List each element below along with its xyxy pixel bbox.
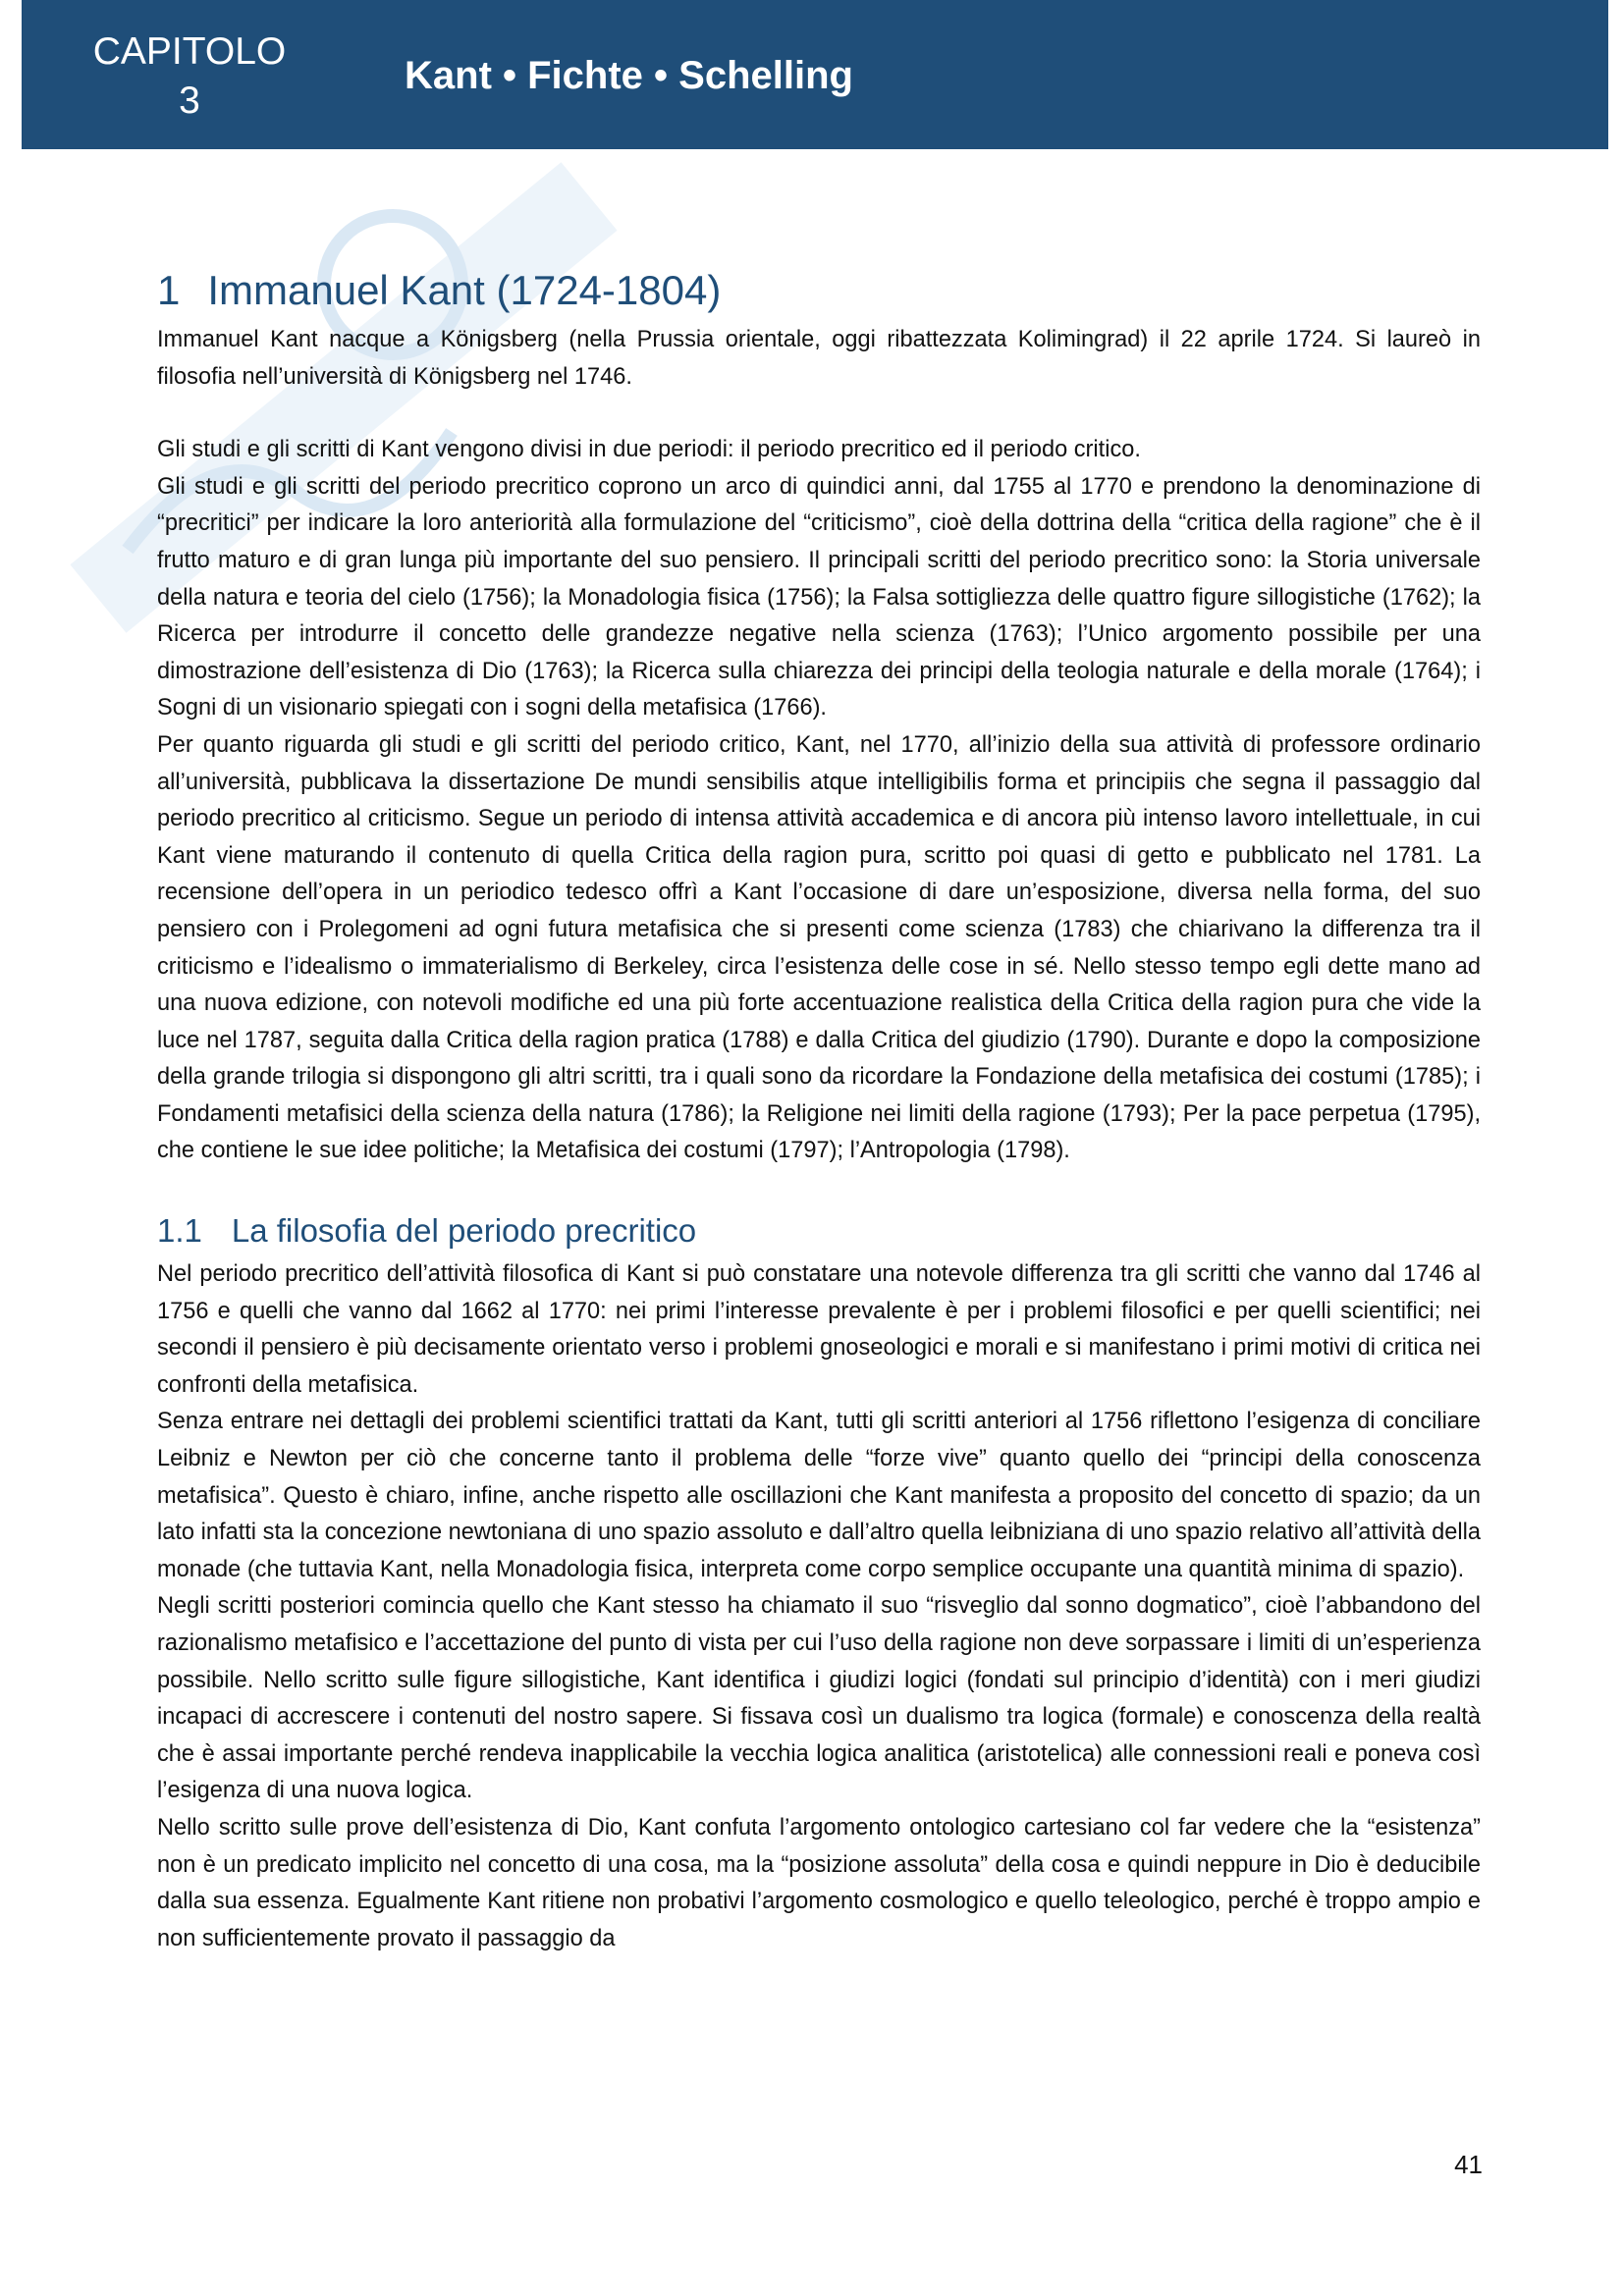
paragraph: Gli studi e gli scritti di Kant vengono divisi in due periodi: il periodo precritico ed il periodo critico. <box>157 437 1141 463</box>
chapter-label <box>22 27 357 126</box>
section-title: Immanuel Kant (1724-1804) <box>207 267 722 313</box>
paragraph: Per quanto riguarda gli studi e gli scritti del periodo critico, Kant, nel 1770, all’inizio della sua attività di professore ordinario all’università, pubblicava la dissertazione De mundi sensibilis atque intelligibilis forma et principiis che segna il passaggio dal periodo precritico al criticismo. Segue un periodo di intensa attività accademica e di ancora più intenso lavoro intellettuale, in cui Kant viene maturando il contenuto di quella Critica della ragion pura, scritto poi quasi di getto e pubblicato nel 1781. La recensione dell’opera in un periodico tedesco offrì a Kant l’occasione di dare un’esposizione, diversa nella forma, del suo pensiero con i Prolegomeni ad ogni futura metafisica che si presenti come scienza (1783) che chiarivano la differenza tra il criticismo e l’idealismo o immaterialismo di Berkeley, circa l’esistenza delle cose in sé. Nello stesso tempo egli dette mano ad una nuova edizione, con notevoli modifiche ed una più forte accentuazione realistica della Critica della ragion pura che vide la luce nel 1787, seguita dalla Critica della ragion pratica (1788) e dalla Critica del giudizio (1790). Durante e dopo la composizione della grande trilogia si dispongono gli altri scritti, tra i quali sono da ricordare la Fondazione della metafisica dei costumi (1785); i Fondamenti metafisici della scienza della natura (1786); la Religione nei limiti della ragione (1793); Per la pace perpetua (1795), che contiene le sue idee politiche; la Metafisica dei costumi (1797); l’Antropologia (1798). <box>157 731 1481 1164</box>
paragraph: Gli studi e gli scritti del periodo precritico coprono un arco di quindici anni, dal 1755 al 1770 e prendono la denominazione di “precritici” per indicare la loro anteriorità alla formulazione del “criticismo”, cioè della dottrina della “critica della ragione” che è il frutto maturo e di gran lunga più importante del suo pensiero. Il principali scritti del periodo precritico sono: la Storia universale della natura e teoria del cielo (1756); la Monadologia fisica (1756); la Falsa sottigliezza delle quattro figure sillogistiche (1762); la Ricerca per introdurre il concetto delle grandezze negative nella scienza (1763); l’Unico argomento possibile per una dimostrazione dell’esistenza di Dio (1763); la Ricerca sulla chiarezza dei principi della teologia naturale e della morale (1764); i Sogni di un visionario spiegati con i sogni della metafisica (1766). <box>157 473 1481 721</box>
subsection-number: 1.1 <box>157 1212 202 1250</box>
paragraph: Nello scritto sulle prove dell’esistenza di Dio, Kant confuta l’argomento ontologico cartesiano col far vedere che la “esistenza” non è un predicato implicito nel concetto di una cosa, ma la “posizione assoluta” della cosa e quindi neppure in Dio è deducibile dalla sua essenza. Egualmente Kant ritiene non probativi l’argomento cosmologico e quello teleologico, perché è troppo ampio e non sufficientemente provato il passaggio da <box>157 1814 1481 1951</box>
paragraph: Immanuel Kant nacque a Königsberg (nella Prussia orientale, oggi ribattezzata Kolimingrad) il 22 aprile 1724. Si laureò in filosofia nell’università di Königsberg nel 1746. <box>157 327 1481 390</box>
paragraph: Nel periodo precritico dell’attività filosofica di Kant si può constatare una notevole differenza tra gli scritti che vanno dal 1746 al 1756 e quelli che vanno dal 1662 al 1770: nei primi l’interesse prevalente è per i problemi filosofici e per quelli scientifici; nei secondi il pensiero è più decisamente orientato verso i problemi gnoseologici e morali e si manifestano i primi motivi di critica nei confronti della metafisica. <box>157 1261 1481 1398</box>
section-heading <box>157 263 1481 318</box>
chapter-label-text: CAPITOLO <box>92 30 287 73</box>
subsection-title: La filosofia del periodo precritico <box>231 1212 697 1250</box>
page-number: 41 <box>1454 2150 1483 2179</box>
chapter-number: 3 <box>179 80 200 122</box>
subsection-heading <box>157 1209 1481 1253</box>
chapter-title: Kant • Fichte • Schelling <box>405 54 853 97</box>
paragraph: Senza entrare nei dettagli dei problemi scientifici trattati da Kant, tutti gli scritti anteriori al 1756 riflettono l’esigenza di conciliare Leibniz e Newton per ciò che concerne tanto il problema delle “forze vive” quanto quello dei “principi della conoscenza metafisica”. Questo è chiaro, infine, anche rispetto alle oscillazioni che Kant manifesta a proposito del concetto di spazio; da un lato infatti sta la concezione newtoniana di uno spazio assoluto e dall’altro quella leibniziana di uno spazio relativo all’attività della monade (che tuttavia Kant, nella Monadologia fisica, interpreta come corpo semplice occupante una quantità minima di spazio). <box>157 1409 1481 1582</box>
section-number: 1 <box>157 267 181 313</box>
page-content <box>157 263 1481 1957</box>
paragraph: Negli scritti posteriori comincia quello che Kant stesso ha chiamato il suo “risveglio dal sonno dogmatico”, cioè l’abbandono del razionalismo metafisico e l’accettazione del punto di vista per cui l’uso della ragione non deve sorpassare i limiti di un’esperienza possibile. Nello scritto sulle figure sillogistiche, Kant identifica i giudizi logici (fondati sul principio d’identità) con i meri giudizi incapaci di accrescere i contenuti del nostro sapere. Si fissava così un dualismo tra logica (formale) e conoscenza della realtà che è assai importante perché rendeva inapplicabile la vecchia logica analitica (aristotelica) alle connessioni reali e poneva così l’esigenza di una nuova logica. <box>157 1593 1481 1804</box>
